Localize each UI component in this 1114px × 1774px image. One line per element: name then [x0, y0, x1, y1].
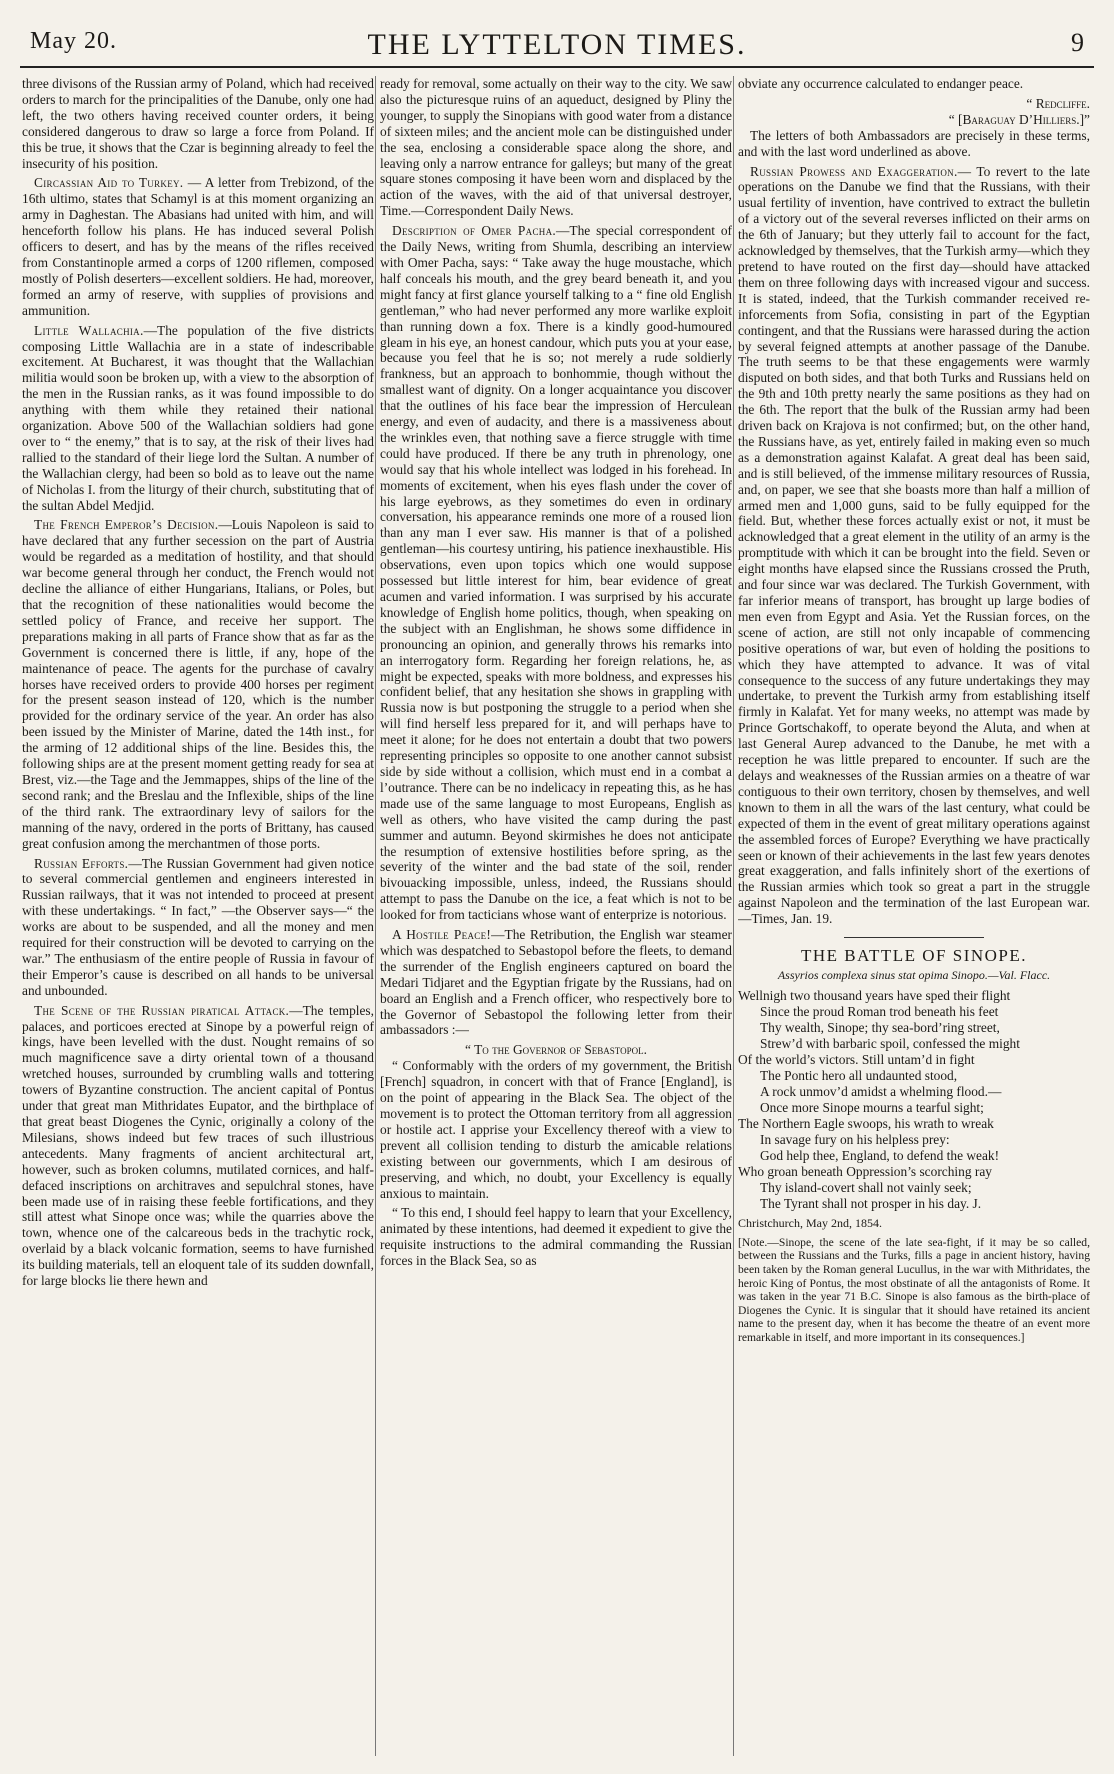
article-body: — A letter from Trebizond, of the 16th ultimo, states that Schamyl is at this moment organizing an army in Daghestan. The Abasians had united with him, and will henceforth follow his plans. He has induced several Polish officers to desert, and has by the means of the rifles received from Constantinople armed a corps of 1200 riflemen, composed mostly of Polish deserters—excellent soldiers. He had, moreover, formed an army of reserve, with supplies of provisions and ammunition. — [22, 175, 374, 318]
section-divider — [844, 937, 985, 938]
article-body: —Louis Napoleon is said to have declared that any further secession on the part of Austria would be regarded as a meditation of hostility, and that should war become general through her conduct, the French would not decline the alliance of either Hungarians, Italians, or Poles, but that the recognition of these nationalities would become the settled policy of France, and receive her support. The preparations making in all parts of France show that as far as the Government is concerned there is little, if any, hope of the maintenance of peace. The agents for the purchase of cavalry horses have received orders to provide 400 horses per regiment for the present season instead of 120, which is the number provided for the ordinary service of the year. An order has also been issued by the Minister of Marine, dated the 14th inst., for the arming of 12 additional ships of the line. Besides this, the following ships are at the present moment getting ready for sea at Brest, viz.—the Tage and the Jemmappes, ships of the line of the second rank; and the Breslau and the Inflexible, ships of the line of the third rank. The extraordinary levy of sailors for the manning of the navy, ordered in the ports of Brittany, has caused great confusion among the merchantmen of those ports. — [22, 517, 374, 851]
article-heading: A Hostile Peace! — [392, 927, 492, 943]
article-sinope-scene — [22, 1003, 374, 1289]
article-heading: The Scene of the Russian piratical Attack. — [34, 1002, 290, 1018]
poem-line: A rock unmov’d amidst a whelming flood.— — [760, 1083, 1002, 1099]
poem-line: Thy island-covert shall not vainly seek; — [760, 1179, 972, 1195]
letter-paragraph: “ Conformably with the orders of my government, the British [French] squadron, in concert with that of France [England], is on the point of appearing in the Black Sea. The object of the movement is to protect the Ottoman territory from all aggression or hostile act. I apprise your Excellency thereof with a view to prevent all collision tending to disturb the amicable relations existing between our governments, which I am desirous of preserving, and which, no doubt, your Excellency is equally anxious to maintain. — [380, 1058, 732, 1201]
article-heading: Description of Omer Pacha. — [392, 223, 557, 239]
article-heading: Russian Prowess and Exaggeration. — [750, 163, 958, 179]
article-body: —The temples, palaces, and porticoes erected at Sinope by a powerful reign of kings, have been levelled with the dust. Nought remains of so much magnificence save a dirty oriental town of a thousand wretched houses, surrounded by crumbling walls and tottering towers of Byzantine construction. The ancient capital of Pontus under that great man Mithridates Eupator, and the birthplace of that great beast Diogenes the Cynic, originally a colony of the Milesians, shows indeed but few traces of such illustrious antecedents. Many fragments of ancient architectural art, however, such as broken columns, mutilated cornices, and half-defaced inscriptions on architraves and sepulchral stones, have been made use of in raising these feeble fortifications, and they still attest what Sinope once was; while the quarries above the town, whence one of the calcareous beds in the trachytic rock, overlaid by a black volcanic formation, seems to have furnished its building materials, tell an eloquent tale of its sudden downfall, for large blocks lie there hewn and — [22, 1002, 374, 1289]
poem-line: Since the proud Roman trod beneath his feet — [760, 1003, 999, 1019]
article-body: — To revert to the late operations on the Danube we find that the Russians, with their usual fertility of invention, have contrived to extract the bulletin of a victory out of the several reverses inflicted on their arms on the 6th of January; but they utterly fail to account for the fact, acknowledged by themselves, that the Turkish army—which they pretend to have routed on the first day—should have attacked them on three following days with increased vigour and success. It is stated, indeed, that the Turkish commander received re-inforcements from Sofia, consisting in part of the Egyptian contingent, and that the Russians were harassed during the action by several feigned attempts at another passage of the Danube. The truth seems to be that these engagements were warmly disputed on both sides, and that both Turks and Russians held on the 9th and 10th pretty nearly the same positions as they had on the 6th. The report that the bulk of the Russian army had been driven back on Krajova is not confirmed; but, on the other hand, the Russians have, as yet, entirely failed in making even so much as a demonstration against Kalafat. A great deal has been said, and is still believed, of the immense military resources of Russia, and, on paper, we see that she boasts more than half a million of armed men and 1,000 guns, said to be fully equipped for the field. But, whether these forces actually exist or not, it must be acknowledged that a great element in the utility of an army is the promptitude with which it can be brought into the field. Seven or eight months have elapsed since the Russians crossed the Pruth, and four since war was declared. The Turkish Government, with far inferior means of transport, has brought up large bodies of men even from Egypt and Asia. Yet the Russian forces, on the scene of action, are still not only incapable of commencing positive operations of war, but even of holding the positions to which they have attempted to advance. It was of vital consequence to the success of any future undertakings they may undertake, to prevent the Turkish army from establishing itself firmly in Kalafat. Yet for many weeks, no attempt was made by Prince Gortschakoff, to operate beyond the Aluta, and when at last General Aurep advanced to the Danube, he met with a reception he was little prepared to encounter. If such are the delays and weaknesses of the Russian armies on a theatre of war contiguous to their own territory, chosen by themselves, and well known to them in all the wars of the last century, what could be expected of them in the event of great military operations against the assembled forces of Europe? Everything we have practically seen or known of their achievements in the last few years denotes great exaggeration, and falls infinitely short of the exertions of the Russian armies which took so great a part in the struggle against Napoleon and the termination of the last European war. —Times, Jan. 19. — [738, 163, 1090, 927]
article-little-wallachia — [22, 323, 374, 514]
masthead — [30, 28, 1084, 62]
poem-line: The Tyrant shall not prosper in his day. J. — [760, 1195, 982, 1211]
poem-epigraph: Assyrios complexa sinus stat opima Sinopo.—Val. Flacc. — [777, 967, 1051, 982]
poem-line: The Northern Eagle swoops, his wrath to wreak — [738, 1115, 994, 1131]
article-body: —The Russian Government had given notice to several commercial gentlemen and engineers interested in Russian railways, that it was not intended to proceed at present with these undertakings. “ In fact,” —the Observer says—“ the works are about to be suspended, and all the money and men required for their construction will be devoted to carrying on the war.” The enthusiasm of the entire people of Russia in favour of their Emperor’s cause is described on all hands to be universal and unbounded. — [22, 855, 374, 998]
poem-place-date: Christchurch, May 2nd, 1854. — [738, 1215, 882, 1230]
poem-line: In savage fury on his helpless prey: — [760, 1131, 950, 1147]
letter-address: “ To the Governor of Sebastopol. — [465, 1042, 647, 1058]
poem-title: THE BATTLE OF SINOPE. — [800, 946, 1028, 966]
poem-line: Once more Sinope mourns a tearful sight; — [760, 1099, 984, 1115]
poem-line: Wellnigh two thousand years have sped their flight — [738, 987, 1011, 1003]
poem-note: [Note.—Sinope, the scene of the late sea-fight, if it may be so called, between the Russians and the Turks, fills a page in ancient history, having been taken by the Roman general Lucullus, in the war with Mithridates, the heroic King of Pontus, the most obstinate of all the antagonists of Rome. It was taken in the year 71 B.C. Sinope is also famous as the birth-place of Diogenes the Cynic. It is singular that it should have retained its ancient name to the present day, when it has become the theatre of an event more remarkable in itself, and more important in its consequences.] — [738, 1235, 1090, 1344]
column-3 — [738, 76, 1090, 1764]
signature-baraguay: “ [Baraguay D’Hilliers.]” — [948, 111, 1090, 127]
poem — [738, 988, 1090, 1212]
article-russian-efforts — [22, 856, 374, 999]
poem-line: The Pontic hero all undaunted stood, — [760, 1067, 958, 1083]
signature-redcliffe: “ Redcliffe. — [1026, 95, 1090, 111]
issue-date: May 20. — [30, 28, 117, 54]
poem-line: Who groan beneath Oppression’s scorching ray — [738, 1163, 992, 1179]
article-body: —The population of the five districts composing Little Wallachia are in a state of indescribable excitement. At Bucharest, it was thought that the Wallachian militia would soon be broken up, with a view to the absorption of the men in the Russian ranks, as it was found impossible to do anything with them while they retained their national organization. Above 500 of the Wallachian soldiers had gone over to “ the enemy,” that is to say, at the risk of their lives had rallied to the standard of their liege lord the Sultan. A number of the Wallachian clergy, had been so bold as to leave out the name of Nicholas I. from the liturgy of their church, substituting that of the sultan Abdel Medjid. — [22, 322, 374, 513]
masthead-rule — [20, 66, 1094, 68]
article-circassian-aid — [22, 175, 374, 318]
article-paragraph: ready for removal, some actually on their way to the city. We saw also the picturesque ruins of an aqueduct, designed by Pliny the younger, to supply the Sinopians with good water from a distance of sixteen miles; and the ancient mole can be distinguished under the sea, enclosing a considerable space along the shore, and leaving only a narrow entrance for galleys; but many of the great square stones composing it have been worn and displaced by the action of the waves, with the aid of that universal destroyer, Time.—Correspondent Daily News. — [380, 76, 732, 219]
article-paragraph: The letters of both Ambassadors are precisely in these terms, and with the last word underlined as above. — [738, 127, 1090, 159]
letter-closing: obviate any occurrence calculated to endanger peace. — [738, 76, 1024, 91]
article-paragraph: three divisons of the Russian army of Poland, which had received orders to march for the principalities of the Danube, only one had left, the two others having received counter orders, it being considered dangerous to draw so large a force from Poland. If this be true, it shows that the Czar is beginning already to feel the insecurity of his position. — [22, 76, 374, 171]
article-heading: Circassian Aid to Turkey. — [34, 175, 184, 191]
poem-line: God help thee, England, to defend the weak! — [760, 1147, 1000, 1163]
letter-paragraph: “ To this end, I should feel happy to learn that your Excellency, animated by these intentions, had deemed it expedient to give the requisite instructions to the admiral commanding the Russian forces in the Black Sea, so as — [380, 1205, 732, 1269]
column-1 — [22, 76, 374, 1764]
article-heading: Little Wallachia. — [34, 322, 144, 338]
column-2 — [380, 76, 732, 1764]
article-omer-pacha — [380, 223, 732, 923]
article-columns — [22, 76, 1094, 1764]
article-heading: The French Emperor’s Decision. — [34, 517, 219, 533]
article-body: —The Retribution, the English war steamer which was despatched to Sebastopol before the fleets, to demand the surrender of the English engineers captured on board the Medari Tidjaret and the Egyptian frigate by the Russians, had on board an English and a French officer, who respectively bore to the Governor of Sebastopol the following letter from their ambassadors :— — [380, 927, 732, 1038]
article-body: —The special correspondent of the Daily News, writing from Shumla, describing an interview with Omer Pacha, says: “ Take away the huge moustache, which half conceals his mouth, and the grey beard beneath it, and you might fancy at first glance yourself talking to a “ fine old English gentleman,” who had never performed any more warlike exploit than running down a fox. There is a kindly good-humoured gleam in his eye, an honest candour, which puts you at your ease, because you feel that he is so; not merely a rude soldierly frankness, but an approach to bonhommie, though without the smallest want of dignity. On a longer acquaintance you discover that the outlines of his face bear the impression of Herculean energy, and even of audacity, and there is a massiveness about the wrinkles even, that nothing save a fierce struggle with time could have produced. If there be any truth in phrenology, one would say that his whole intellect was lodged in his forehead. In moments of excitement, when his eyes flash under the cover of his large eyebrows, as they sometimes do even in ordinary conversation, his appearance reminds one more of a roused lion than any man I ever saw. His manner is that of a polished gentleman—his courtesy untiring, his patience inexhaustible. His observations, even upon topics which one would suppose possessed but little interest for him, bear evidence of great acumen and varied information. I was surprised by his accurate knowledge of English home politics, though, when speaking on the subject with an Englishman, he shows some diffidence in pronouncing an opinion, and generally throws his remarks into an interrogatory form. Regarding her foreign relations, he, as might be expected, speaks with more boldness, and expresses his confident belief, that any hesitation she shows in grappling with Russia now is but postponing the struggle to a period when she will find herself less prepared for it, and will perhaps have to meet it alone; for he does not entertain a doubt that two powers representing principles so opposite to one another cannot subsist side by side without a collision, which must end in a combat a l’outrance. There can be no indelicacy in repeating this, as he has made use of the same language to most Europeans, English as well as others, who have visited the camp during the past summer and autumn. Beyond skirmishes he does not anticipate the resumption of extensive hostilities before spring, as the severity of the winter and the bad state of the soil, render bivouacking impossible, unless, indeed, the Russians should attempt to pass the Danube on the ice, a feat which is not to be looked for from tacticians whose want of enterprize is notorious. — [380, 223, 732, 923]
poem-line: Thy wealth, Sinope; thy sea-bord’ring street, — [760, 1019, 1000, 1035]
article-french-emperor — [22, 517, 374, 851]
article-heading: Russian Efforts. — [34, 855, 129, 871]
poem-line: Of the world’s victors. Still untam’d in fight — [738, 1051, 975, 1067]
article-russian-prowess — [738, 164, 1090, 928]
poem-line: Strew’d with barbaric spoil, confessed the might — [760, 1035, 1020, 1051]
page-number: 9 — [1071, 28, 1084, 57]
article-hostile-peace — [380, 927, 732, 1038]
newspaper-title: THE LYTTELTON TIMES. — [367, 28, 747, 61]
